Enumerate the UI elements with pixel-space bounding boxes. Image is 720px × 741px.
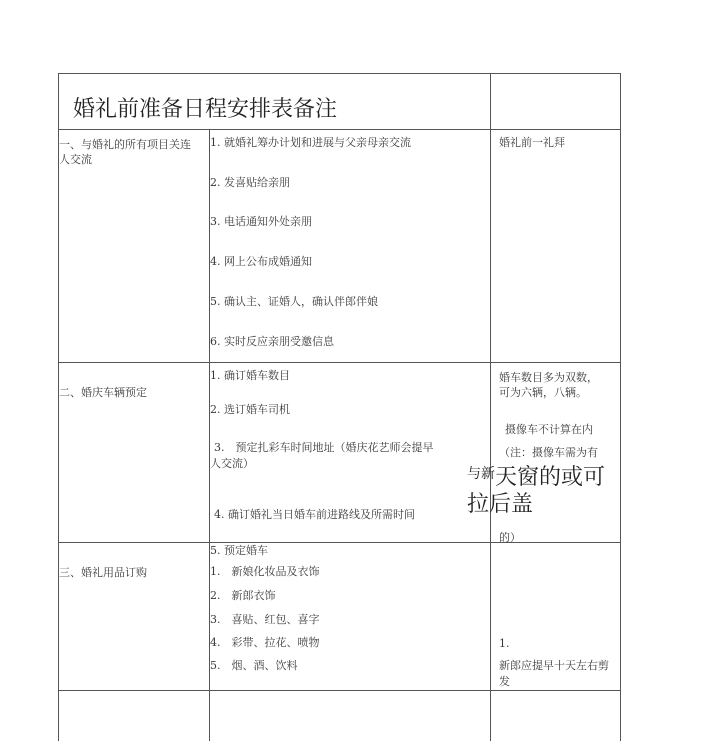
table-top-border bbox=[58, 73, 621, 74]
row-divider-4 bbox=[58, 690, 621, 691]
section3-item-5: 5. 烟、酒、饮料 bbox=[210, 659, 298, 672]
section2-note-line4: （注：摄像车需为有 bbox=[499, 446, 598, 459]
page-title: 婚礼前准备日程安排表备注 bbox=[73, 97, 338, 122]
row-divider-3 bbox=[58, 542, 621, 543]
table-left-border bbox=[58, 73, 59, 741]
section3-item-3: 3. 喜贴、红包、喜字 bbox=[210, 613, 320, 626]
section3-category: 三、婚礼用品订购 bbox=[59, 566, 147, 579]
section3-item-4: 4. 彩带、拉花、喷物 bbox=[210, 636, 320, 649]
section3-item-1: 1. 新娘化妆品及衣饰 bbox=[210, 565, 320, 578]
column-divider-2 bbox=[490, 73, 491, 741]
section1-item-3: 3. 电话通知外处亲朋 bbox=[210, 215, 312, 228]
section2-note-line5: 的） bbox=[499, 531, 521, 544]
table-right-border bbox=[620, 73, 621, 741]
section2-note-prefix: 与新 bbox=[467, 466, 495, 482]
section3-note-line1: 新郎应提早十天左右剪 bbox=[499, 659, 609, 672]
section2-item-2: 2. 选订婚车司机 bbox=[210, 403, 290, 416]
section1-item-5: 5. 确认主、证婚人，确认伴郎伴娘 bbox=[210, 295, 378, 308]
section1-note: 婚礼前一礼拜 bbox=[499, 136, 565, 149]
section3-note-number: 1. bbox=[499, 637, 510, 650]
section1-item-2: 2. 发喜贴给亲朋 bbox=[210, 176, 290, 189]
section1-item-6: 6. 实时反应亲朋受邀信息 bbox=[210, 335, 334, 348]
section2-item-3-cont: 人交流） bbox=[210, 457, 254, 470]
row-divider-2 bbox=[58, 362, 621, 363]
section3-item-2: 2. 新郎衣饰 bbox=[210, 589, 276, 602]
section2-note-big-line2: 拉后盖 bbox=[467, 492, 534, 517]
section2-note-line3: 摄像车不计算在内 bbox=[505, 423, 593, 436]
row-divider-1 bbox=[58, 129, 621, 130]
section1-item-1: 1. 就婚礼筹办计划和进展与父亲母亲交流 bbox=[210, 136, 411, 149]
section1-category-line2: 人交流 bbox=[59, 153, 92, 166]
section2-note-line1: 婚车数目多为双数， bbox=[499, 371, 598, 384]
section2-item-3: 3. 预定扎彩车时间地址（婚庆花艺师会提早 bbox=[214, 441, 434, 454]
section2-note-line2: 可为六辆，八辆。 bbox=[499, 386, 587, 399]
section2-item-4: 4. 确订婚礼当日婚车前进路线及所需时间 bbox=[214, 508, 415, 521]
section1-category-line1: 一、与婚礼的所有项目关连 bbox=[59, 138, 191, 151]
section2-item-5: 5. 预定婚车 bbox=[210, 544, 268, 557]
section2-item-1: 1. 确订婚车数目 bbox=[210, 369, 290, 382]
section2-note-big-line1: 天窗的或可 bbox=[495, 465, 606, 490]
section1-item-4: 4. 网上公布成婚通知 bbox=[210, 255, 312, 268]
section2-category: 二、婚庆车辆预定 bbox=[59, 386, 147, 399]
section3-note-line2: 发 bbox=[499, 675, 510, 688]
